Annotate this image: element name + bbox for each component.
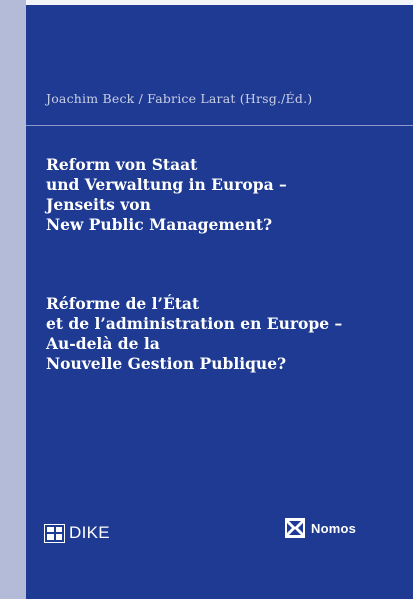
nomos-label: Nomos <box>311 520 357 536</box>
title-german-line: New Public Management? <box>46 215 273 234</box>
title-french-line: Au-delà de la <box>46 334 160 353</box>
title-german-line: und Verwaltung in Europa – <box>46 175 287 194</box>
left-strip <box>0 0 26 599</box>
dike-label: DIKE <box>69 523 110 542</box>
title-french-line: Nouvelle Gestion Publique? <box>46 354 287 373</box>
top-band <box>0 0 413 5</box>
title-french-line: et de l’administration en Europe – <box>46 314 343 333</box>
dike-logo-icon <box>44 524 65 543</box>
title-french-line: Réforme de l’État <box>46 294 200 313</box>
title-german <box>46 155 287 235</box>
title-french <box>46 294 342 374</box>
dike-publisher-logo <box>44 523 110 543</box>
title-german-line: Jenseits von <box>46 195 151 214</box>
title-german-line: Reform von Staat <box>46 155 198 174</box>
nomos-publisher-logo <box>285 518 356 538</box>
divider <box>26 125 413 126</box>
nomos-logo-icon <box>285 518 305 538</box>
authors: Joachim Beck / Fabrice Larat (Hrsg./Éd.) <box>46 91 313 106</box>
